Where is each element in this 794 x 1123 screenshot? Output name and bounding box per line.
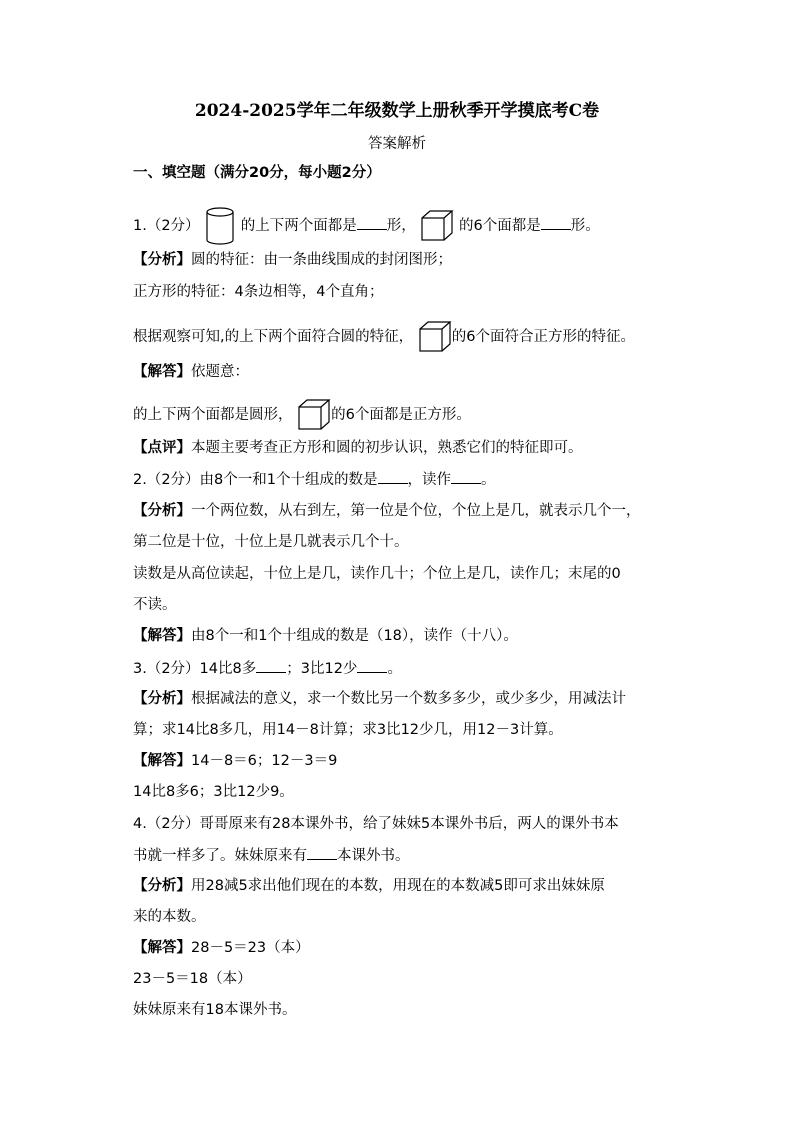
q1-line bbox=[133, 206, 600, 246]
q4-line-1: 4.（2分）哥哥原来有28本课外书，给了妹妹5本课外书后，两人的课外书本 bbox=[133, 816, 619, 832]
answer-blank bbox=[256, 658, 286, 673]
q1-answer-2 bbox=[133, 398, 471, 432]
analysis-text: 圆的特征：由一条曲线围成的封闭图形； bbox=[191, 252, 452, 268]
q3-text-a: 3.（2分）14比8多 bbox=[133, 661, 257, 677]
q1-text-e: 形。 bbox=[570, 218, 600, 234]
cube-icon bbox=[418, 320, 452, 354]
q3-analysis-1 bbox=[133, 689, 626, 709]
q4-analysis-2: 来的本数。 bbox=[133, 909, 206, 925]
q1-text-b: 的上下两个面都是 bbox=[240, 218, 357, 234]
answer-label: 【解答】 bbox=[133, 628, 191, 644]
q2-line bbox=[133, 469, 496, 490]
q2-analysis-2: 第二位是十位，十位上是几就表示几个十。 bbox=[133, 534, 409, 550]
q2-text-a: 2.（2分）由8个一和1个十组成的数是 bbox=[133, 472, 378, 488]
analysis-label: 【分析】 bbox=[133, 252, 191, 268]
answer-blank bbox=[541, 215, 571, 230]
answer-blank bbox=[451, 469, 481, 484]
q1-comment bbox=[133, 438, 583, 458]
answer-text: 的6个面都是正方形。 bbox=[331, 407, 471, 423]
answer-text: 由8个一和1个十组成的数是（18），读作（十八）。 bbox=[191, 628, 518, 644]
answer-text: 14－8＝6；12－3＝9 bbox=[191, 753, 338, 769]
section-heading: 一、填空题（满分20分，每小题2分） bbox=[133, 165, 381, 181]
answer-blank bbox=[357, 658, 387, 673]
q1-text-d: 的6个面都是 bbox=[459, 218, 541, 234]
analysis-text: 根据减法的意义，求一个数比另一个数多多少，或少多少，用减法计 bbox=[191, 691, 626, 707]
q3-text-c: 。 bbox=[387, 661, 402, 677]
cube-icon bbox=[297, 398, 331, 432]
q3-analysis-2: 算；求14比8多几，用14－8计算；求3比12少几，用12－3计算。 bbox=[133, 722, 563, 738]
q4-text-b: 书就一样多了。妹妹原来有 bbox=[133, 848, 307, 864]
q2-answer bbox=[133, 626, 518, 646]
q4-answer-1 bbox=[133, 938, 310, 958]
comment-text: 本题主要考查正方形和圆的初步认识，熟悉它们的特征即可。 bbox=[191, 440, 583, 456]
q4-line-2 bbox=[133, 845, 410, 866]
answer-label: 【解答】 bbox=[133, 753, 191, 769]
answer-blank bbox=[307, 845, 337, 860]
answer-label: 【解答】 bbox=[133, 940, 191, 956]
answer-text: 依题意： bbox=[191, 364, 249, 380]
analysis-label: 【分析】 bbox=[133, 878, 191, 894]
answer-blank bbox=[378, 469, 408, 484]
q2-analysis-3: 读数是从高位读起，十位上是几，读作几十；个位上是几，读作几；末尾的0 bbox=[133, 566, 621, 582]
q1-analysis-3 bbox=[133, 320, 635, 354]
cube-icon bbox=[420, 209, 454, 243]
answer-text: 28－5＝23（本） bbox=[191, 940, 310, 956]
q3-text-b: ；3比12少 bbox=[286, 661, 358, 677]
q2-text-b: ，读作 bbox=[407, 472, 452, 488]
q1-text-c: 形， bbox=[386, 218, 416, 234]
q2-analysis-4: 不读。 bbox=[133, 597, 177, 613]
q2-analysis-1 bbox=[133, 501, 641, 521]
page-subtitle: 答案解析 bbox=[368, 136, 426, 152]
cylinder-icon bbox=[204, 206, 236, 246]
q3-answer-1 bbox=[133, 751, 337, 771]
analysis-text: 用28减5求出他们现在的本数，用现在的本数减5即可求出妹妹原 bbox=[191, 878, 605, 894]
q4-answer-2: 23－5＝18（本） bbox=[133, 971, 252, 987]
analysis-text: 根据观察可知,的上下两个面符合圆的特征， bbox=[133, 329, 414, 345]
q3-answer-2: 14比8多6；3比12少9。 bbox=[133, 784, 294, 800]
analysis-text: 一个两位数，从右到左，第一位是个位，个位上是几，就表示几个一， bbox=[191, 503, 641, 519]
analysis-label: 【分析】 bbox=[133, 503, 191, 519]
answer-blank bbox=[357, 215, 387, 230]
q1-answer-1 bbox=[133, 362, 249, 382]
answer-text: 的上下两个面都是圆形， bbox=[133, 407, 293, 423]
page-title: 2024-2025学年二年级数学上册秋季开学摸底考C卷 bbox=[194, 101, 600, 121]
analysis-label: 【分析】 bbox=[133, 691, 191, 707]
q1-analysis-1 bbox=[133, 250, 452, 270]
answer-label: 【解答】 bbox=[133, 364, 191, 380]
q4-analysis-1 bbox=[133, 876, 605, 896]
q1-analysis-2: 正方形的特征：4条边相等，4个直角； bbox=[133, 284, 384, 300]
comment-label: 【点评】 bbox=[133, 440, 191, 456]
q1-number: 1.（2分） bbox=[133, 218, 200, 234]
q4-answer-3: 妹妹原来有18本课外书。 bbox=[133, 1002, 297, 1018]
q2-text-c: 。 bbox=[481, 472, 496, 488]
analysis-text: 的6个面符合正方形的特征。 bbox=[451, 329, 635, 345]
q3-line bbox=[133, 658, 402, 679]
q4-text-c: 本课外书。 bbox=[337, 848, 410, 864]
